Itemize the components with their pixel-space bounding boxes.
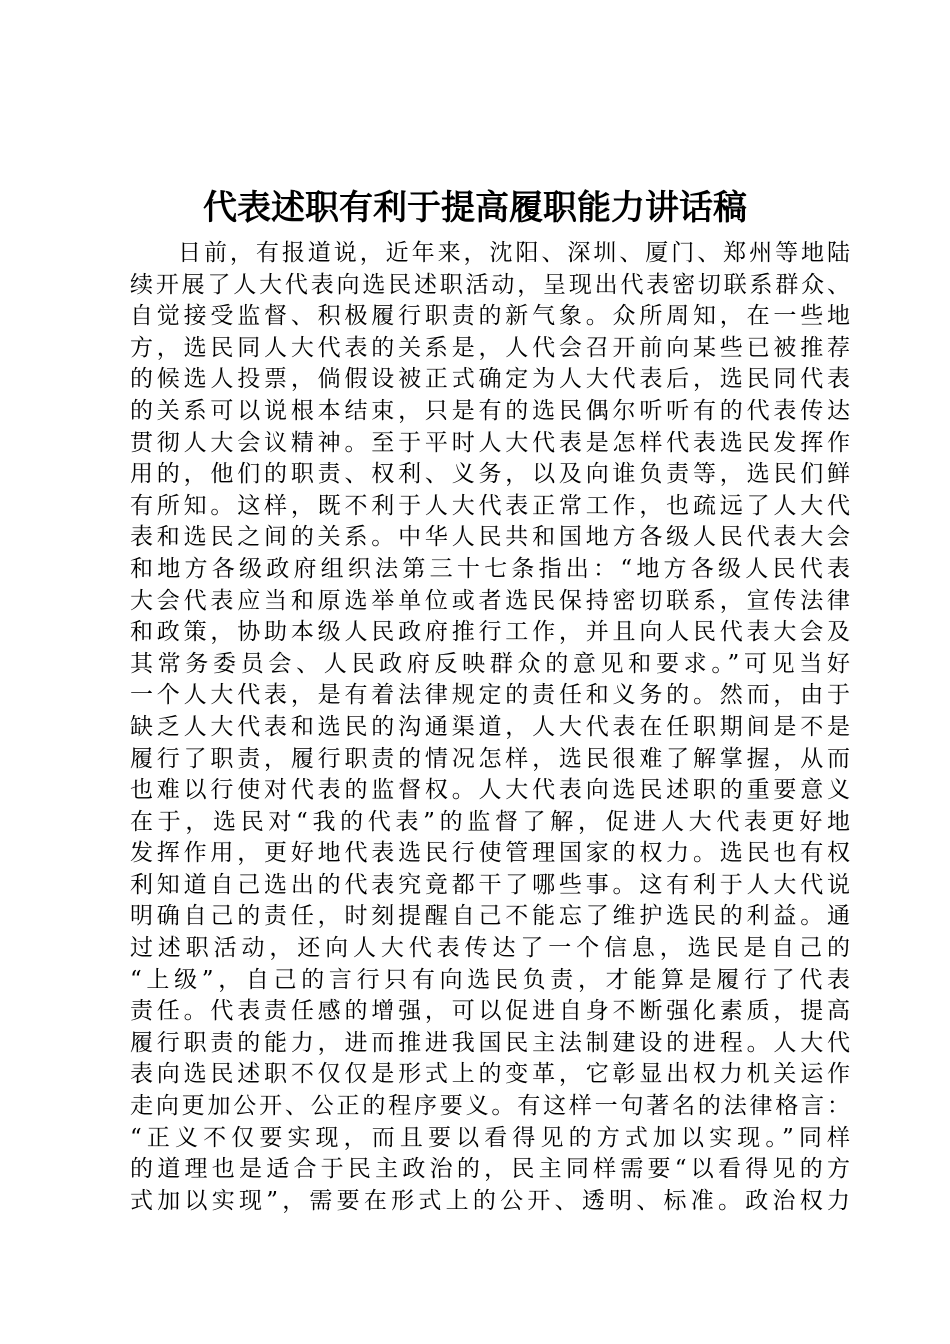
paragraph-line: 发挥作用，更好地代表选民行使管理国家的权力。选民也有权 xyxy=(130,840,850,867)
paragraph-line: 贯彻人大会议精神。至于平时人大代表是怎样代表选民发挥作 xyxy=(130,429,850,456)
paragraph-line: 过述职活动，还向人大代表传达了一个信息，选民是自己的 xyxy=(130,935,850,962)
paragraph-line: 日前，有报道说，近年来，沈阳、深圳、厦门、郑州等地陆 xyxy=(178,240,850,266)
paragraph-line: 大会代表应当和原选举单位或者选民保持密切联系，宣传法律 xyxy=(130,587,850,614)
paragraph-line: 缺乏人大代表和选民的沟通渠道，人大代表在任职期间是不是 xyxy=(130,713,850,740)
paragraph-line: 明确自己的责任，时刻提醒自己不能忘了维护选民的利益。通 xyxy=(130,903,850,930)
paragraph-line: 和政策，协助本级人民政府推行工作，并且向人民代表大会及 xyxy=(130,619,850,646)
document-body xyxy=(130,238,850,1217)
paragraph-line: 用的，他们的职责、权利、义务，以及向谁负责等，选民们鲜 xyxy=(130,461,850,488)
paragraph-line: 履行了职责，履行职责的情况怎样，选民很难了解掌握，从而 xyxy=(130,745,850,772)
paragraph-line: 的关系可以说根本结束，只是有的选民偶尔听听有的代表传达 xyxy=(130,397,850,424)
paragraph-line: 责任。代表责任感的增强，可以促进自身不断强化素质，提高 xyxy=(130,998,850,1025)
paragraph-line: 履行职责的能力，进而推进我国民主法制建设的进程。人大代 xyxy=(130,1029,850,1056)
paragraph-line: “正义不仅要实现，而且要以看得见的方式加以实现。”同样 xyxy=(130,1124,850,1151)
paragraph-line: 续开展了人大代表向选民述职活动，呈现出代表密切联系群众、 xyxy=(130,271,850,298)
paragraph-line: 自觉接受监督、积极履行职责的新气象。众所周知，在一些地 xyxy=(130,303,850,330)
paragraph-line: 有所知。这样，既不利于人大代表正常工作，也疏远了人大代 xyxy=(130,492,850,519)
paragraph-line: 方，选民同人大代表的关系是，人代会召开前向某些已被推荐 xyxy=(130,334,850,361)
paragraph-line: 表向选民述职不仅仅是形式上的变革，它彰显出权力机关运作 xyxy=(130,1061,850,1088)
paragraph-line: 表和选民之间的关系。中华人民共和国地方各级人民代表大会 xyxy=(130,524,850,551)
paragraph-line: 在于，选民对“我的代表”的监督了解，促进人大代表更好地 xyxy=(130,808,850,835)
paragraph-line: “上级”，自己的言行只有向选民负责，才能算是履行了代表 xyxy=(130,966,850,993)
paragraph-line: 和地方各级政府组织法第三十七条指出：“地方各级人民代表 xyxy=(130,555,850,582)
document-title: 代表述职有利于提高履职能力讲话稿 xyxy=(203,188,747,228)
paragraph-line: 的候选人投票，倘假设被正式确定为人大代表后，选民同代表 xyxy=(130,366,850,393)
paragraph-line: 其常务委员会、人民政府反映群众的意见和要求。”可见当好 xyxy=(130,650,850,677)
paragraph-line: 走向更加公开、公正的程序要义。有这样一句著名的法律格言： xyxy=(130,1093,850,1120)
paragraph-line: 式加以实现”，需要在形式上的公开、透明、标准。政治权力 xyxy=(130,1187,850,1214)
paragraph-line: 的道理也是适合于民主政治的，民主同样需要“以看得见的方 xyxy=(130,1156,850,1183)
paragraph-line: 一个人大代表，是有着法律规定的责任和义务的。然而，由于 xyxy=(130,682,850,709)
paragraph-line: 也难以行使对代表的监督权。人大代表向选民述职的重要意义 xyxy=(130,777,850,804)
paragraph-line: 利知道自己选出的代表究竟都干了哪些事。这有利于人大代说 xyxy=(130,871,850,898)
